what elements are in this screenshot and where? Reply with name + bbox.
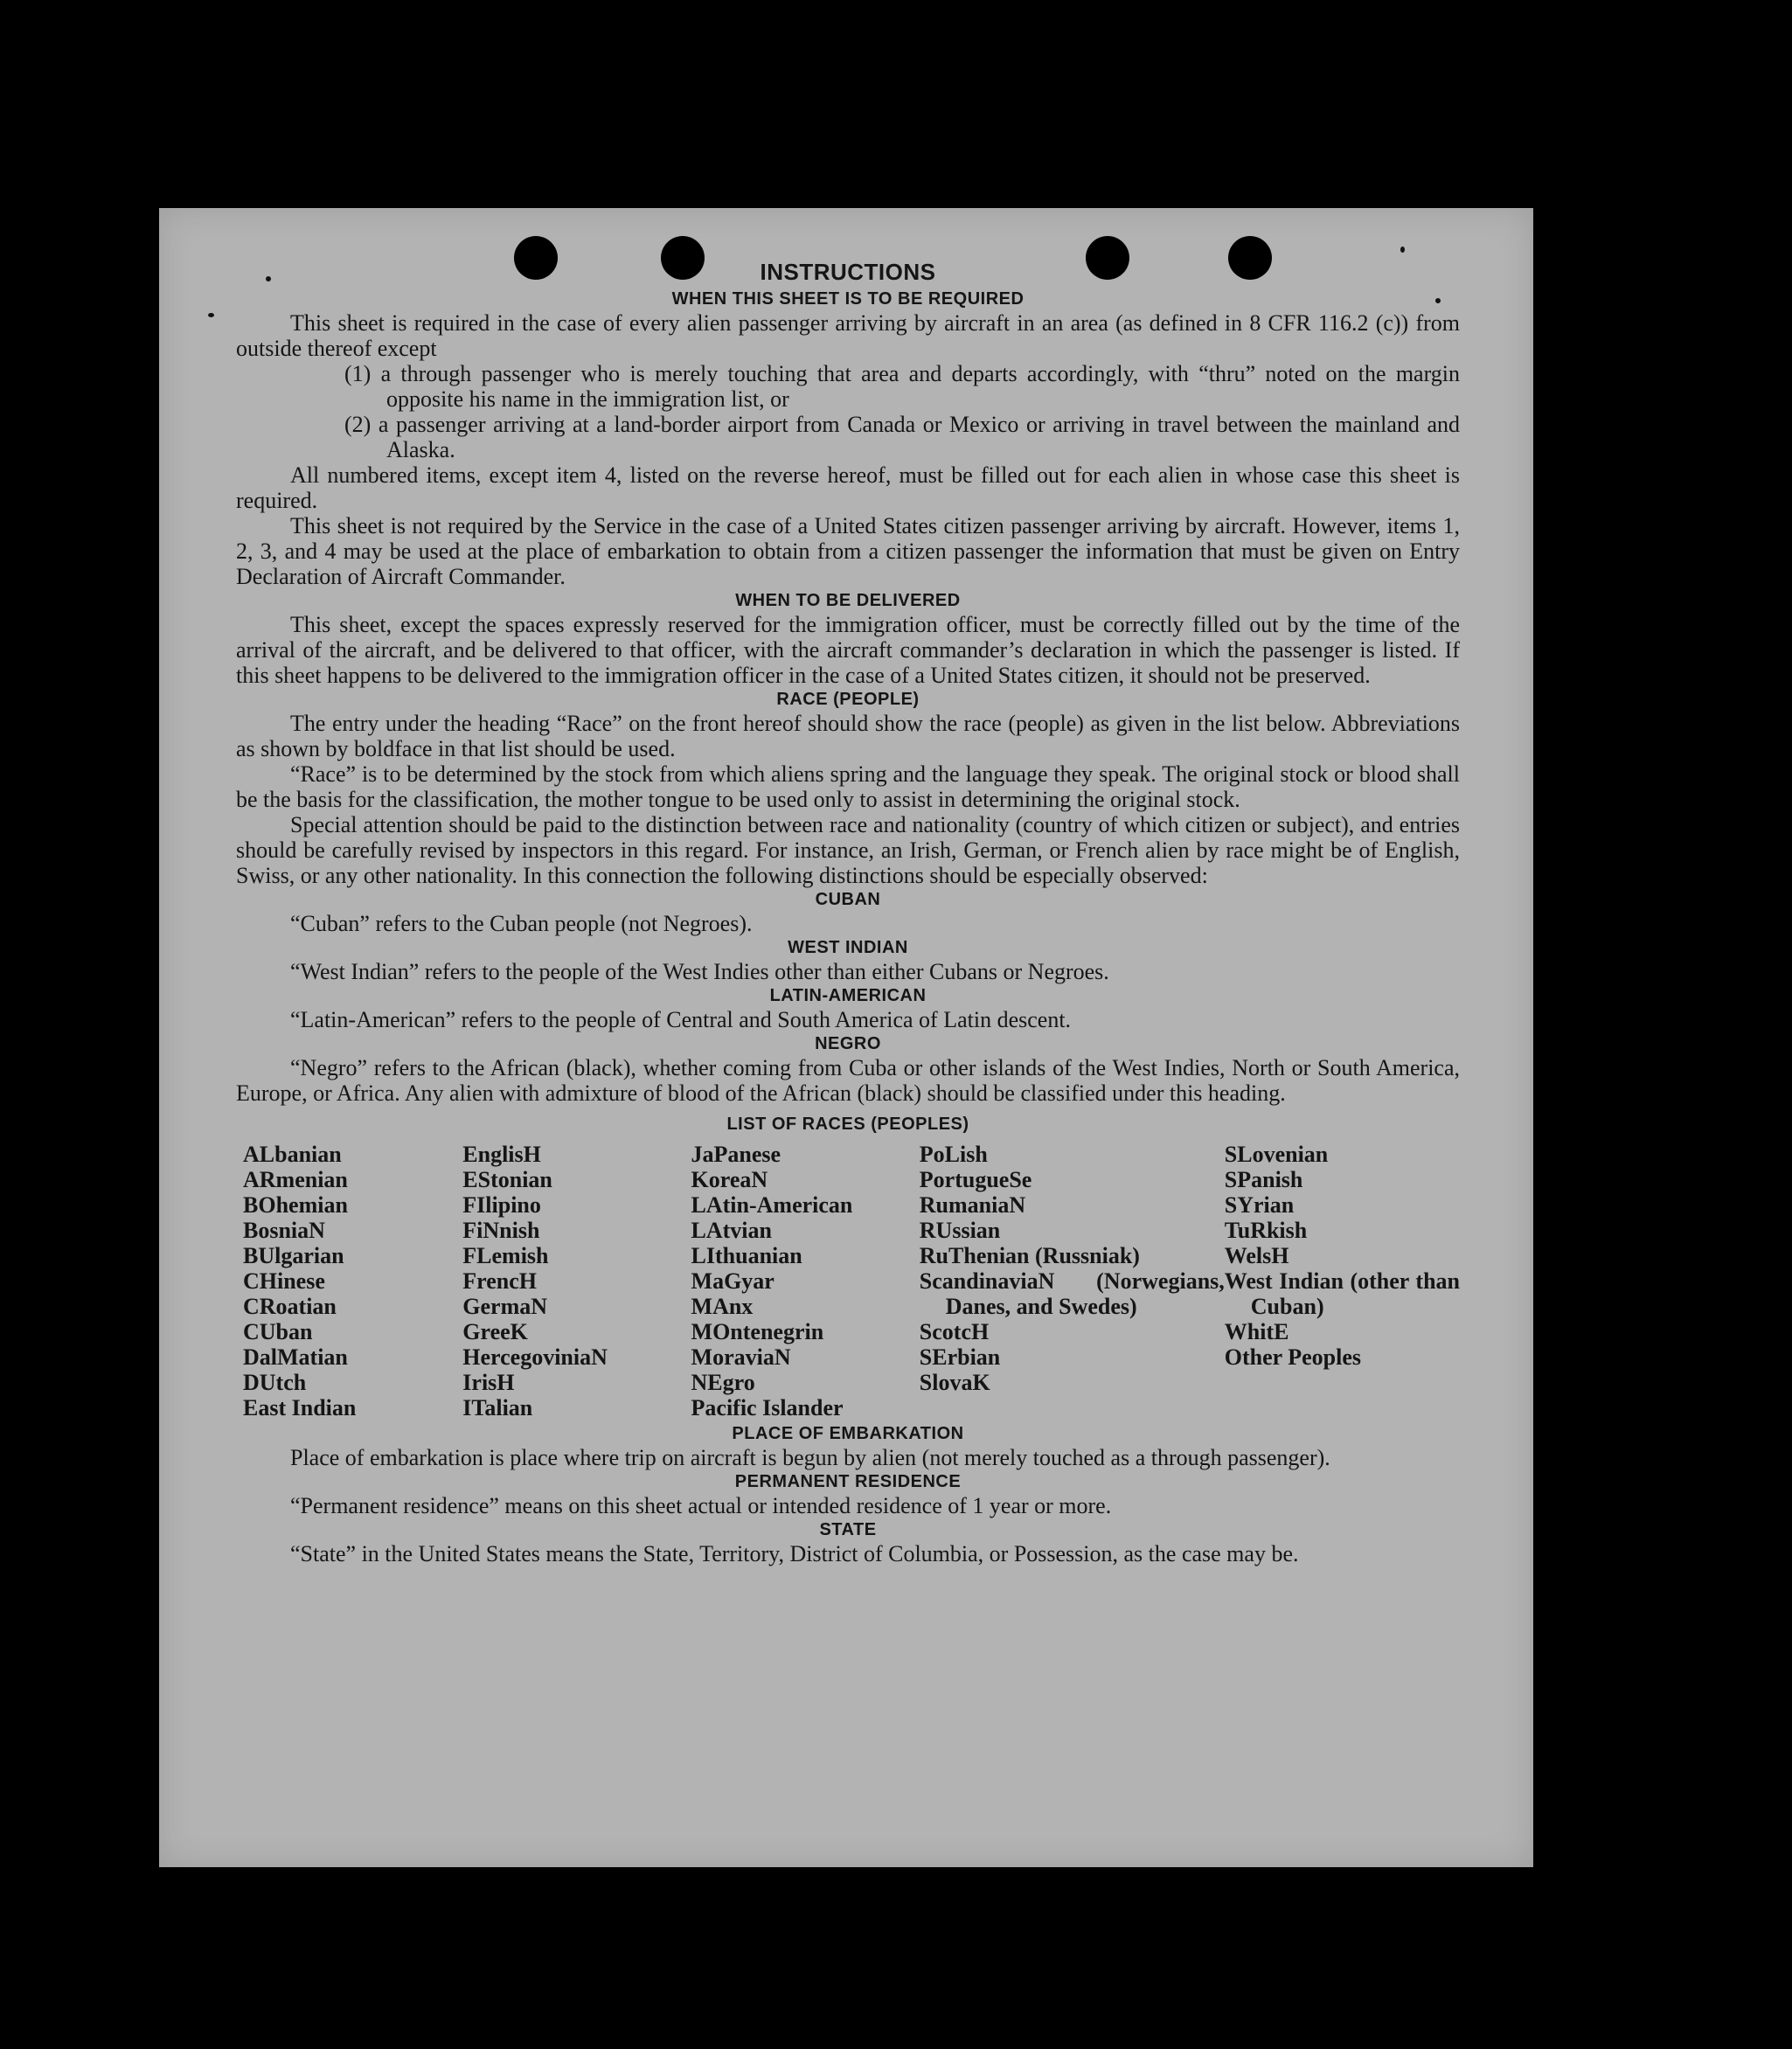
section-heading: NEGRO [815, 1034, 881, 1053]
race-entry: JaPanese [691, 1142, 781, 1167]
race-entry: NEgro [691, 1370, 755, 1395]
section-heading: WEST INDIAN [788, 938, 908, 957]
speck [1400, 247, 1405, 253]
section-heading: LIST OF RACES (PEOPLES) [726, 1115, 969, 1134]
race-entry: MaGyar [691, 1268, 774, 1294]
list-item: (2) a passenger arriving at a land-border airport from Canada or Mexico or arriving in travel between the mainland and Alaska. [344, 412, 1460, 462]
race-entry: IrisH [462, 1370, 515, 1395]
race-entry: SErbian [919, 1344, 1001, 1370]
race-entry: EnglisH [462, 1142, 541, 1167]
race-entry: MOntenegrin [691, 1319, 824, 1344]
race-entry: FiNnish [462, 1218, 540, 1243]
paragraph: “Negro” refers to the African (black), whether coming from Cuba or other islands of the West Indies, North or South America, Europe, or Africa. Any alien with admixture of blood of the African (black) should be classified under this heading. [236, 1055, 1460, 1106]
race-entry: ScotcH [919, 1319, 990, 1344]
races-list [243, 1142, 1460, 1420]
race-entry: SPanish [1224, 1167, 1303, 1192]
section-heading: WHEN THIS SHEET IS TO BE REQUIRED [671, 289, 1024, 309]
race-entry: CUban [243, 1319, 313, 1344]
paragraph: Place of embarkation is place where trip on aircraft is begun by alien (not merely touched as a through passenger). [290, 1445, 1330, 1470]
race-entry: BUlgarian [243, 1243, 344, 1268]
race-entry: West Indian (other than Cuban) [1224, 1268, 1460, 1319]
race-entry: FLemish [462, 1243, 549, 1268]
race-entry: GreeK [462, 1319, 528, 1344]
race-entry: SlovaK [919, 1370, 990, 1395]
section-heading: LATIN-AMERICAN [769, 986, 927, 1005]
race-entry: DUtch [243, 1370, 307, 1395]
race-entry: East Indian [243, 1395, 357, 1420]
paragraph: This sheet, except the spaces expressly reserved for the immigration officer, must be correctly filled out by the time of the arrival of the aircraft, and be delivered to that officer, with the aircraft commander’s declaration in which the passenger is listed. If this sheet happens to be delivered to the immigration officer in the case of a United States citizen, it should not be preserved. [236, 612, 1460, 688]
race-entry: TuRkish [1224, 1218, 1308, 1243]
race-entry: ALbanian [243, 1142, 342, 1167]
race-entry: PoLish [919, 1142, 988, 1167]
race-entry: ARmenian [243, 1167, 348, 1192]
races-column-3 [691, 1142, 920, 1420]
races-column-4 [920, 1142, 1225, 1420]
race-entry: CRoatian [243, 1294, 337, 1319]
race-entry: MAnx [691, 1294, 754, 1319]
race-entry: GermaN [462, 1294, 548, 1319]
paragraph: All numbered items, except item 4, listed on the reverse hereof, must be filled out for each alien in whose case this sheet is required. [236, 462, 1460, 513]
section-heading: WHEN TO BE DELIVERED [735, 591, 961, 610]
race-entry: BosniaN [243, 1218, 325, 1243]
section-heading: RACE (PEOPLE) [776, 690, 920, 709]
paragraph: “State” in the United States means the State, Territory, District of Columbia, or Possession, as the case may be. [290, 1541, 1299, 1566]
race-entry: EStonian [462, 1167, 552, 1192]
races-column-2 [462, 1142, 691, 1420]
race-entry: SLovenian [1224, 1142, 1329, 1167]
paragraph: “Cuban” refers to the Cuban people (not Negroes). [290, 911, 753, 936]
race-entry: LAtvian [691, 1218, 772, 1243]
race-entry: Pacific Islander [691, 1395, 844, 1420]
instructions-content [236, 259, 1460, 1566]
race-entry: ITalian [462, 1395, 533, 1420]
race-entry: FrencH [462, 1268, 537, 1294]
race-entry: KoreaN [691, 1167, 768, 1192]
section-heading: PLACE OF EMBARKATION [732, 1424, 964, 1443]
section-heading: PERMANENT RESIDENCE [734, 1472, 962, 1491]
race-entry: HercegoviniaN [462, 1344, 608, 1370]
race-entry: WelsH [1224, 1243, 1289, 1268]
race-entry: RumaniaN [919, 1192, 1026, 1218]
paragraph: “Latin-American” refers to the people of Central and South America of Latin descent. [290, 1007, 1072, 1032]
race-entry: SYrian [1224, 1192, 1295, 1218]
races-column-1 [243, 1142, 462, 1420]
speck [208, 313, 214, 317]
race-entry: WhitE [1224, 1319, 1289, 1344]
paragraph: This sheet is required in the case of every alien passenger arriving by aircraft in an area (as defined in 8 CFR 116.2 (c)) from outside thereof except [236, 310, 1460, 361]
race-entry: MoraviaN [691, 1344, 791, 1370]
race-entry: Other Peoples [1224, 1344, 1361, 1370]
race-entry: BOhemian [243, 1192, 348, 1218]
paragraph: “Race” is to be determined by the stock from which aliens spring and the language they speak. The original stock or blood shall be the basis for the classification, the mother tongue to be used only to assist in determining the original stock. [236, 761, 1460, 812]
paragraph: “Permanent residence” means on this sheet actual or intended residence of 1 year or more. [290, 1493, 1112, 1518]
section-heading: STATE [819, 1520, 877, 1539]
paragraph: This sheet is not required by the Service in the case of a United States citizen passenger arriving by aircraft. However, items 1, 2, 3, and 4 may be used at the place of embarkation to obtain from a citizen passenger the information that must be given on Entry Declaration of Aircraft Commander. [236, 513, 1460, 589]
paragraph: “West Indian” refers to the people of the West Indies other than either Cubans or Negroes. [290, 959, 1109, 984]
races-column-5 [1225, 1142, 1460, 1420]
race-entry: PortugueSe [919, 1167, 1032, 1192]
race-entry: RUssian [919, 1218, 1001, 1243]
race-entry: LIthuanian [691, 1243, 802, 1268]
page-title: INSTRUCTIONS [760, 259, 936, 285]
race-entry: LAtin-American [691, 1192, 853, 1218]
paragraph: Special attention should be paid to the distinction between race and nationality (country of which citizen or subject), and entries should be carefully revised by inspectors in this regard. For instance, an Irish, German, or French alien by race might be of English, Swiss, or any other nationality. In this connection the following distinctions should be especially observed: [236, 812, 1460, 888]
race-entry: RuThenian (Russniak) [919, 1243, 1140, 1268]
race-entry: CHinese [243, 1268, 325, 1294]
race-entry: ScandinaviaN (Norwegians, Danes, and Swedes) [919, 1268, 1225, 1319]
paragraph: The entry under the heading “Race” on the front hereof should show the race (people) as given in the list below. Abbreviations as shown by boldface in that list should be used. [236, 711, 1460, 761]
section-heading: CUBAN [815, 890, 881, 909]
list-item: (1) a through passenger who is merely touching that area and departs accordingly, with “thru” noted on the margin opposite his name in the immigration list, or [344, 361, 1460, 412]
race-entry: DalMatian [243, 1344, 348, 1370]
race-entry: FIlipino [462, 1192, 541, 1218]
